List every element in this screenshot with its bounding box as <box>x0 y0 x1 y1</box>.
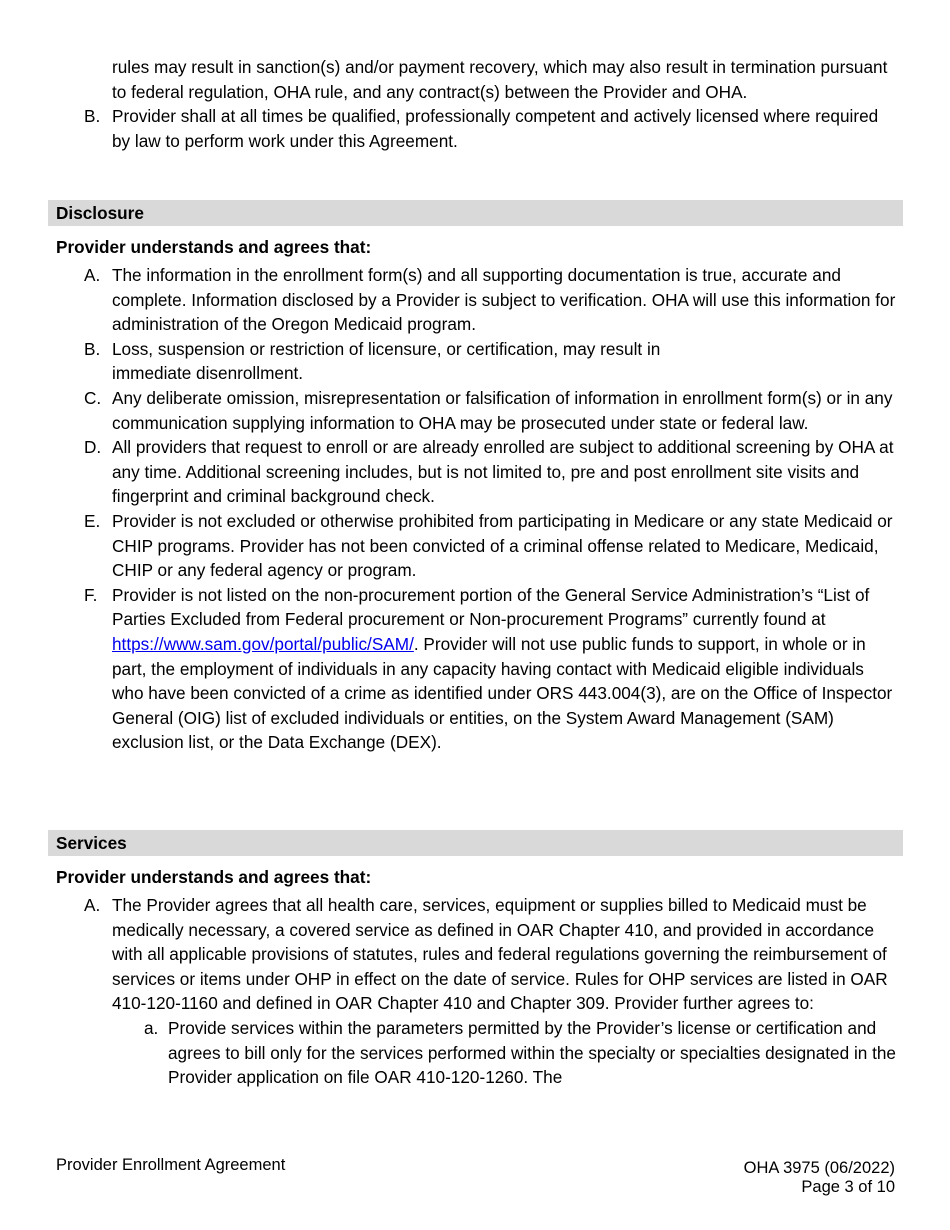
list-item <box>0 337 950 386</box>
list-item <box>0 386 950 435</box>
list-marker: E. <box>84 510 101 531</box>
list-marker: A. <box>84 265 101 285</box>
list-marker: B. <box>84 338 101 359</box>
list-marker: B. <box>84 106 101 127</box>
list-item-text: All providers that request to enroll or are already enrolled are subject to additional screening by OHA at any time. Additional screening includes, but is not limited to, pre and post enrollment site visits and fingerprint and criminal background check. <box>112 437 894 507</box>
disclosure-lead: Provider understands and agrees that: <box>56 237 372 257</box>
list-item <box>0 435 950 509</box>
list-item-text: Provider shall at all times be qualified, professionally competent and actively licensed where required by law to perform work under this Agreement. <box>112 106 879 151</box>
list-item-text: Any deliberate omission, misrepresentation or falsification of information in enrollment form(s) or in any communication supplying information to OHA may be prosecuted under state or federal law. <box>112 387 893 433</box>
sub-list-item <box>0 1016 950 1090</box>
list-marker: F. <box>84 584 98 605</box>
list-item-text: Loss, suspension or restriction of licensure, or certification, may result in <box>112 338 661 359</box>
list-item-text: Provider is not listed on the non-procurement portion of the General Service Administration’s “List of Parties Excluded from Federal procurement or Non-procurement Programs” currently found at <box>112 584 870 630</box>
list-marker: D. <box>84 437 102 458</box>
list-item <box>0 509 950 583</box>
list-item <box>0 583 950 755</box>
list-item <box>0 263 950 337</box>
section-heading-services: Services <box>48 830 903 856</box>
list-item-text-continued: immediate disenrollment. <box>112 363 304 384</box>
services-lead: Provider understands and agrees that: <box>56 867 372 887</box>
footer-page-number: Page 3 of 10 <box>801 1178 895 1196</box>
list-item-text: The Provider agrees that all health care, services, equipment or supplies billed to Medicaid must be medically necessary, a covered service as defined in OAR Chapter 410, and provided in accordance with all applicable provisions of statutes, rules and federal regulations governing the reimbursement of services or items under OHP in effect on the date of service. Rules for OHP services are listed in OAR 410-120-1160 and defined in OAR Chapter 410 and Chapter 309. Provider further agrees to: <box>112 895 888 1014</box>
list-item <box>0 104 950 153</box>
top-section <box>0 55 950 153</box>
footer-right <box>744 1159 895 1197</box>
list-item-text-after-link: . Provider will not use public funds to support, in whole or in part, the employment of individuals in any capacity having contact with Medicaid eligible individuals who have been convicted of a crime as identified under ORS 443.004(3), are on the Office of Inspector General (OIG) list of excluded individuals or entities, on the System Award Management (SAM) exclusion list, or the Data Exchange (DEX). <box>112 633 893 753</box>
sam-gov-link[interactable]: https://www.sam.gov/portal/public/SAM/ <box>112 633 414 654</box>
footer-form-number: OHA 3975 (06/2022) <box>743 1159 895 1177</box>
services-list <box>0 893 950 1090</box>
section-heading-disclosure: Disclosure <box>48 200 903 226</box>
list-marker: C. <box>84 387 102 408</box>
list-item <box>0 893 950 1016</box>
list-marker: A. <box>84 895 101 915</box>
sub-list-marker: a. <box>144 1017 159 1038</box>
sub-list-item-text: Provide services within the parameters permitted by the Provider’s license or certification and agrees to bill only for the services performed within the specialty or specialties designated in the Provider application on file OAR 410-120-1260. The <box>168 1017 896 1088</box>
list-item-text: The information in the enrollment form(s) and all supporting documentation is true, accurate and complete. Information disclosed by a Provider is subject to verification. OHA will use this information for administration of the Oregon Medicaid program. <box>112 265 896 335</box>
footer-document-title: Provider Enrollment Agreement <box>56 1156 286 1174</box>
list-item-text: Provider is not excluded or otherwise prohibited from participating in Medicare or any state Medicaid or CHIP programs. Provider has not been convicted of a criminal offense related to Medicare, Medicaid, CHIP or any federal agency or program. <box>112 510 893 581</box>
disclosure-list <box>0 263 950 755</box>
continuation-text: rules may result in sanction(s) and/or payment recovery, which may also result in termination pursuant to federal regulation, OHA rule, and any contract(s) between the Provider and OHA. <box>112 57 888 102</box>
